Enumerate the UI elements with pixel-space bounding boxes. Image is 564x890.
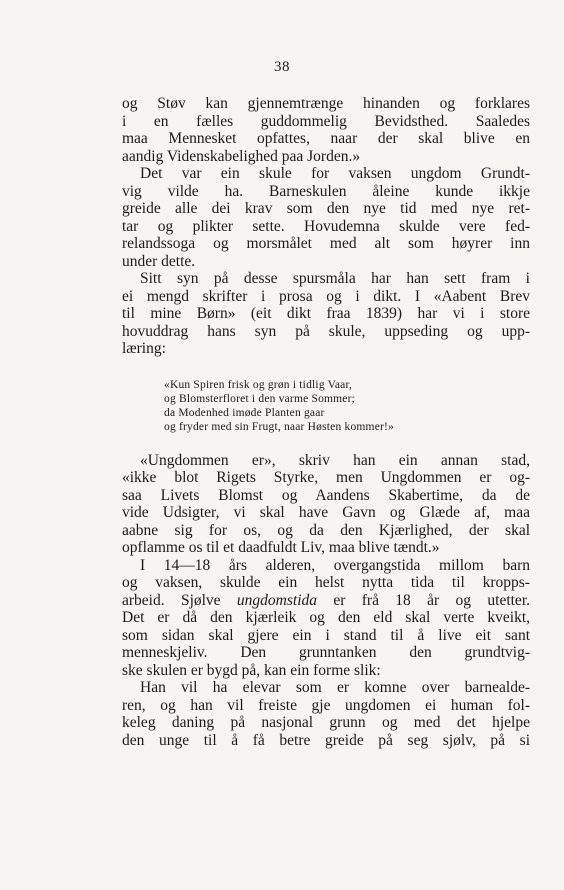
text-line: aabne sig for os, og da den Kjærlighed, der skal [122,521,530,539]
text-line: ske skulen er bygd på, kan ein forme slik: [122,661,381,679]
text-line: menneskjeliv. Den grunntanken den grundtvig- [122,644,530,661]
poem-line: og Blomsterfloret i den varme Sommer; [164,392,356,405]
text-line: tar og plikter sette. Hovudemna skulde vere fed- [122,217,530,235]
text-line: den unge til å få betre greide på seg sjølv, på si [122,731,530,749]
text-line: og vaksen, skulde ein helst nytta tida til kropps- [122,574,530,591]
paragraph [122,165,530,270]
poem-quote [122,378,530,434]
text-line: Det var ein skule for vaksen ungdom Grundt- [140,165,530,182]
text-line: «ikke blot Rigets Styrke, men Ungdommen er og- [122,469,530,486]
poem-line: og fryder med sin Frugt, naar Høsten kommer!» [164,420,395,433]
paragraph [122,270,530,358]
paragraph [122,679,530,749]
text-line: ren, og han vil freiste gje ungdomen ei human fol- [122,696,530,714]
text-line: læring: [122,340,166,357]
body-text [122,95,530,749]
paragraph [122,95,530,165]
paragraph [122,452,530,557]
text-line: Det er då den kjærleik og den eld skal verte kveikt, [122,609,530,626]
paragraphs-after-poem [122,452,530,750]
text-line: greide alle dei krav som den nye tid med nye ret- [122,200,530,217]
text-line: som sidan skal gjere ein i stand til å live eit sant [122,626,530,644]
text-line: I 14—18 års alderen, overgangstida millom barn [140,556,530,574]
text-line: vig vilde ha. Barneskulen åleine kunde ikkje [122,182,530,200]
paragraph [122,557,530,680]
text-line: maa Mennesket opfattes, naar der skal blive en [122,130,530,147]
text-line: i en fælles guddommelig Bevidsthed. Saaledes [122,112,530,130]
text-line: under dette. [122,252,196,270]
text-line: og Støv kan gjennemtrænge hinanden og forklares [122,95,530,112]
page-number: 38 [274,59,290,75]
text-line: til mine Børn» (eit dikt fraa 1839) har vi i store [122,305,530,322]
poem-line: «Kun Spiren frisk og grøn i tidlig Vaar, [164,378,353,391]
text-line: Han vil ha elevar som er komne over barnealde- [140,679,530,696]
text-line: hovuddrag hans syn på skule, uppseding og upp- [122,322,530,340]
text-line: vide Udsigter, vi skal have Gavn og Glæde af, maa [122,504,530,521]
paragraphs-before-poem [122,95,530,358]
text-line: opflamme os til et daadfuldt Liv, maa blive tændt.» [122,539,440,556]
text-line: Sitt syn på desse spursmåla har han sett fram i [140,270,530,287]
poem-line: da Modenhed imøde Planten gaar [164,406,325,419]
text-line: keleg daning på nasjonal grunn og med det hjelpe [122,714,530,731]
text-line: arbeid. Sjølve ungdomstida er frå 18 år og utetter. [122,591,530,609]
text-line: «Ungdommen er», skriv han ein annan stad, [140,451,530,469]
text-line: aandig Videnskabelighed paa Jorden.» [122,147,361,165]
text-line: saa Livets Blomst og Aandens Skabertime, da de [122,486,530,504]
text-line: ei mengd skrifter i prosa og i dikt. I «Aabent Brev [122,287,530,305]
text-line: relandssoga og morsmålet med alt som høyrer inn [122,235,530,252]
